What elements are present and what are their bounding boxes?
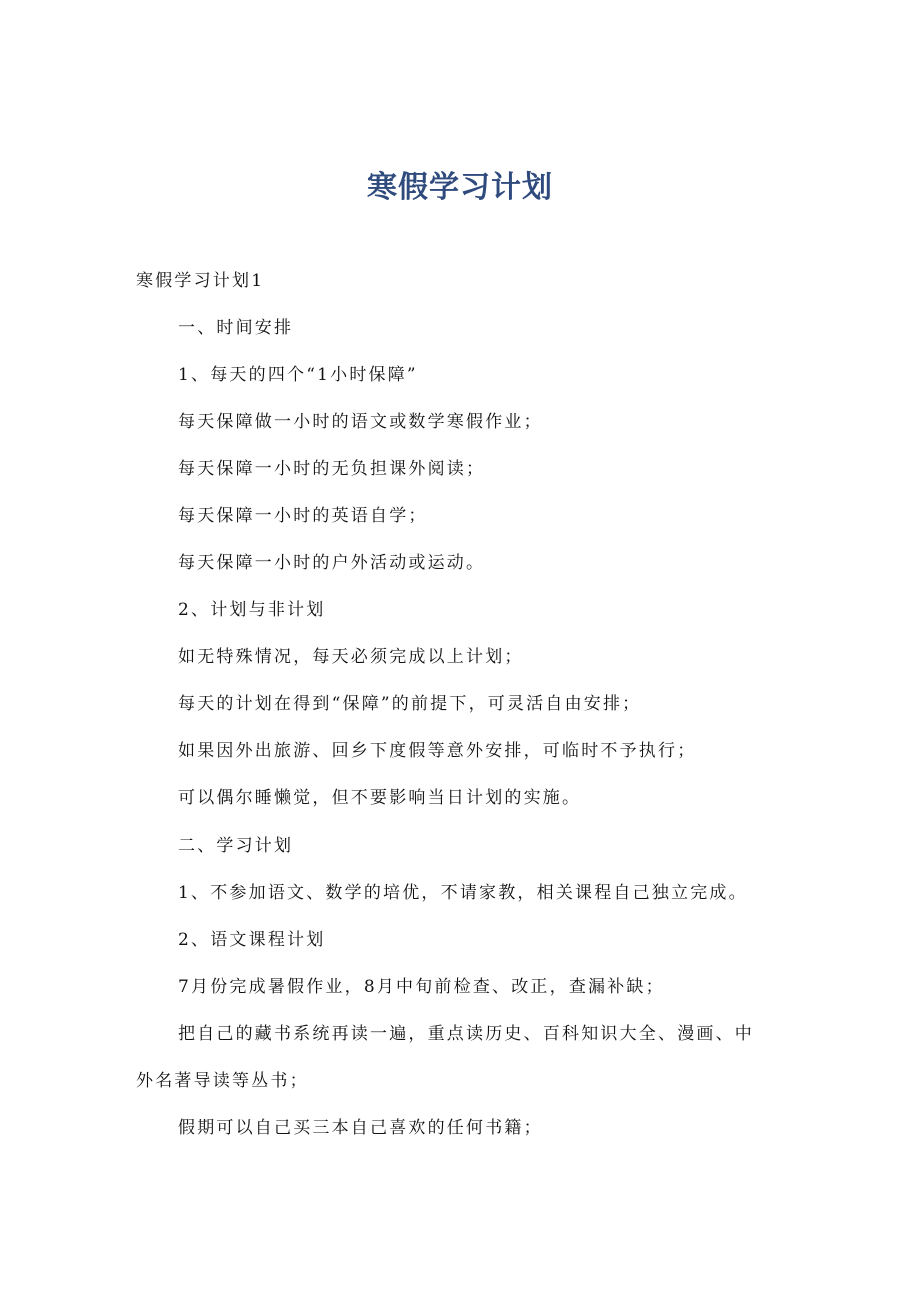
- paragraph-line: 7月份完成暑假作业，8月中旬前检查、改正，查漏补缺；: [178, 977, 665, 997]
- paragraph-line: 可以偶尔睡懒觉，但不要影响当日计划的实施。: [178, 788, 582, 808]
- section-heading: 寒假学习计划1: [136, 271, 265, 291]
- paragraph-line: 每天保障一小时的户外活动或运动。: [178, 553, 486, 573]
- document-title: 寒假学习计划: [367, 170, 553, 205]
- paragraph-line: 把自己的藏书系统再读一遍，重点读历史、百科知识大全、漫画、中: [178, 1024, 754, 1044]
- paragraph-line: 外名著导读等丛书；: [136, 1071, 309, 1091]
- paragraph-line: 2、计划与非计划: [178, 600, 326, 620]
- paragraph-line: 2、语文课程计划: [178, 930, 326, 950]
- paragraph-line: 一、时间安排: [178, 318, 294, 338]
- paragraph-line: 假期可以自己买三本自己喜欢的任何书籍；: [178, 1118, 543, 1138]
- paragraph-line: 二、学习计划: [178, 836, 294, 856]
- paragraph-line: 1、每天的四个“1小时保障”: [178, 365, 418, 385]
- paragraph-line: 每天保障做一小时的语文或数学寒假作业；: [178, 412, 543, 432]
- paragraph-line: 1、不参加语文、数学的培优，不请家教，相关课程自己独立完成。: [178, 883, 748, 903]
- paragraph-line: 每天保障一小时的英语自学；: [178, 506, 428, 526]
- paragraph-line: 每天的计划在得到“保障”的前提下，可灵活自由安排；: [178, 694, 642, 714]
- paragraph-line: 如果因外出旅游、回乡下度假等意外安排，可临时不予执行；: [178, 741, 697, 761]
- paragraph-line: 每天保障一小时的无负担课外阅读；: [178, 459, 486, 479]
- paragraph-line: 如无特殊情况，每天必须完成以上计划；: [178, 647, 524, 667]
